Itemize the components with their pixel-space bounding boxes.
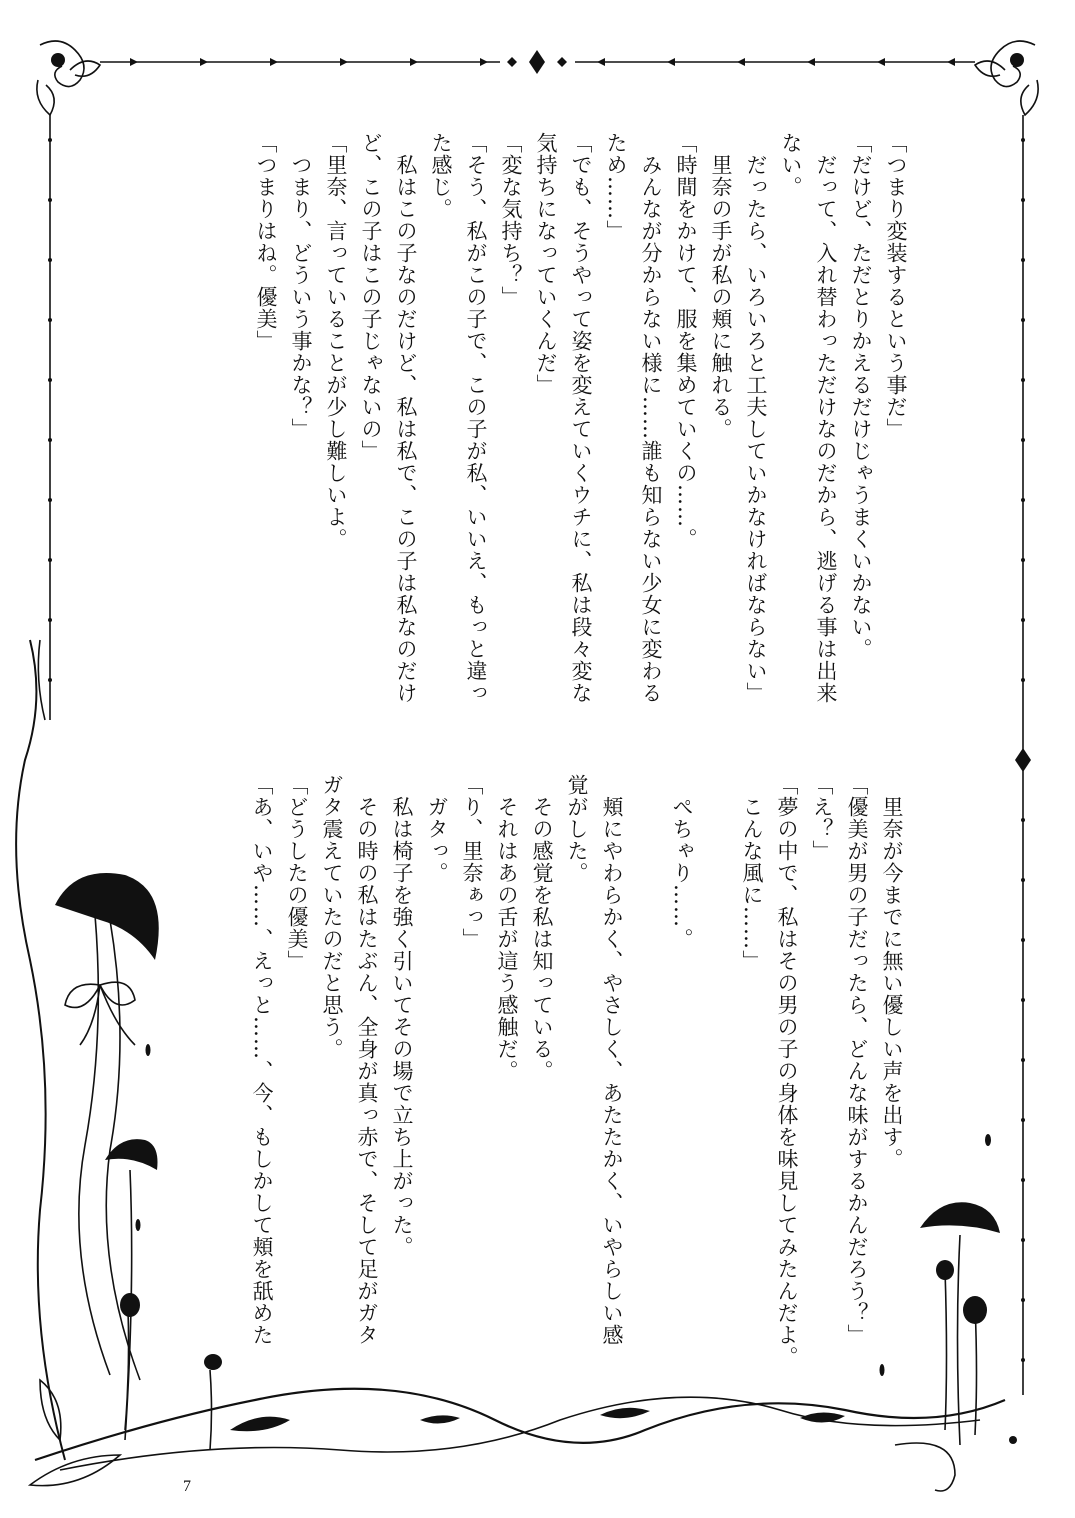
text-line: 「でも、そうやって姿を変えていくウチに、私は段々変な [569,132,593,704]
text-line: その感覚を私は知っている。 [530,774,554,1082]
text-line: 「優美が男の子だったら、どんな味がするかんだろう？」 [845,774,869,1346]
text-line: ガタ震えていたのだと思う。 [320,774,344,1060]
text-line: 気持ちになっていくんだ」 [534,132,558,396]
text-line: 「つまり変装するという事だ」 [884,132,908,440]
text-line [699,774,734,1374]
text-line: 「時間をかけて、服を集めていくの……。 [674,132,698,550]
text-line: 「どうしたの優美」 [285,774,309,972]
text-line: ガタっ。 [425,774,449,884]
text-line: ため……」 [604,132,628,242]
text-line: だって、入れ替わっただけなのだから、逃げる事は出来 [814,132,838,704]
text-line: 里奈が今までに無い優しい声を出す。 [880,774,904,1170]
text-line: 「変な気持ち？」 [499,132,523,308]
text-line: 「り、里奈ぁっ」 [460,774,484,950]
text-line: ぺちゃり……。 [670,774,694,950]
upper-text-block [248,132,913,717]
text-line: 私は椅子を強く引いてその場で立ち上がった。 [390,774,414,1258]
text-line: 「え？」 [810,774,834,862]
text-line: ない。 [779,132,803,198]
text-line: つまり、どういう事かな？」 [289,132,313,440]
text-line: その時の私はたぶん、全身が真っ赤で、そして足がガタ [355,774,379,1346]
text-line: こんな風に……」 [740,774,764,972]
text-line: 「つまりはね。優美」 [254,132,278,352]
text-line: だったら、いろいろと工夫していかなければならない」 [744,132,768,704]
text-line: 覚がした。 [565,774,589,884]
text-line: それはあの舌が這う感触だ。 [495,774,519,1082]
text-line: た感じ。 [429,132,453,220]
text-line: ど、この子はこの子じゃないの」 [359,132,383,462]
text-line: 「だけど、ただとりかえるだけじゃうまくいかない。 [849,132,873,660]
text-line: 私はこの子なのだけど、私は私で、この子は私なのだけ [394,132,418,704]
text-line: 里奈の手が私の頬に触れる。 [709,132,733,440]
text-line: 「あ、いや……、えっと……、今、もしかして頬を舐めた [250,774,274,1346]
text-line: みんなが分からない様に……誰も知らない少女に変わる [639,132,663,704]
text-line: 「そう、私がこの子で、この子が私、いいえ、もっと違っ [464,132,488,704]
text-line: 「夢の中で、私はその男の子の身体を味見してみたんだよ。 [775,774,799,1368]
page-number: 7 [183,1478,191,1495]
text-line: 頬にやわらかく、やさしく、あたたかく、いやらしい感 [600,774,624,1346]
text-line: 「里奈、言っていることが少し難しいよ。 [324,132,348,550]
text-line [629,774,664,1374]
lower-text-block [244,774,909,1374]
